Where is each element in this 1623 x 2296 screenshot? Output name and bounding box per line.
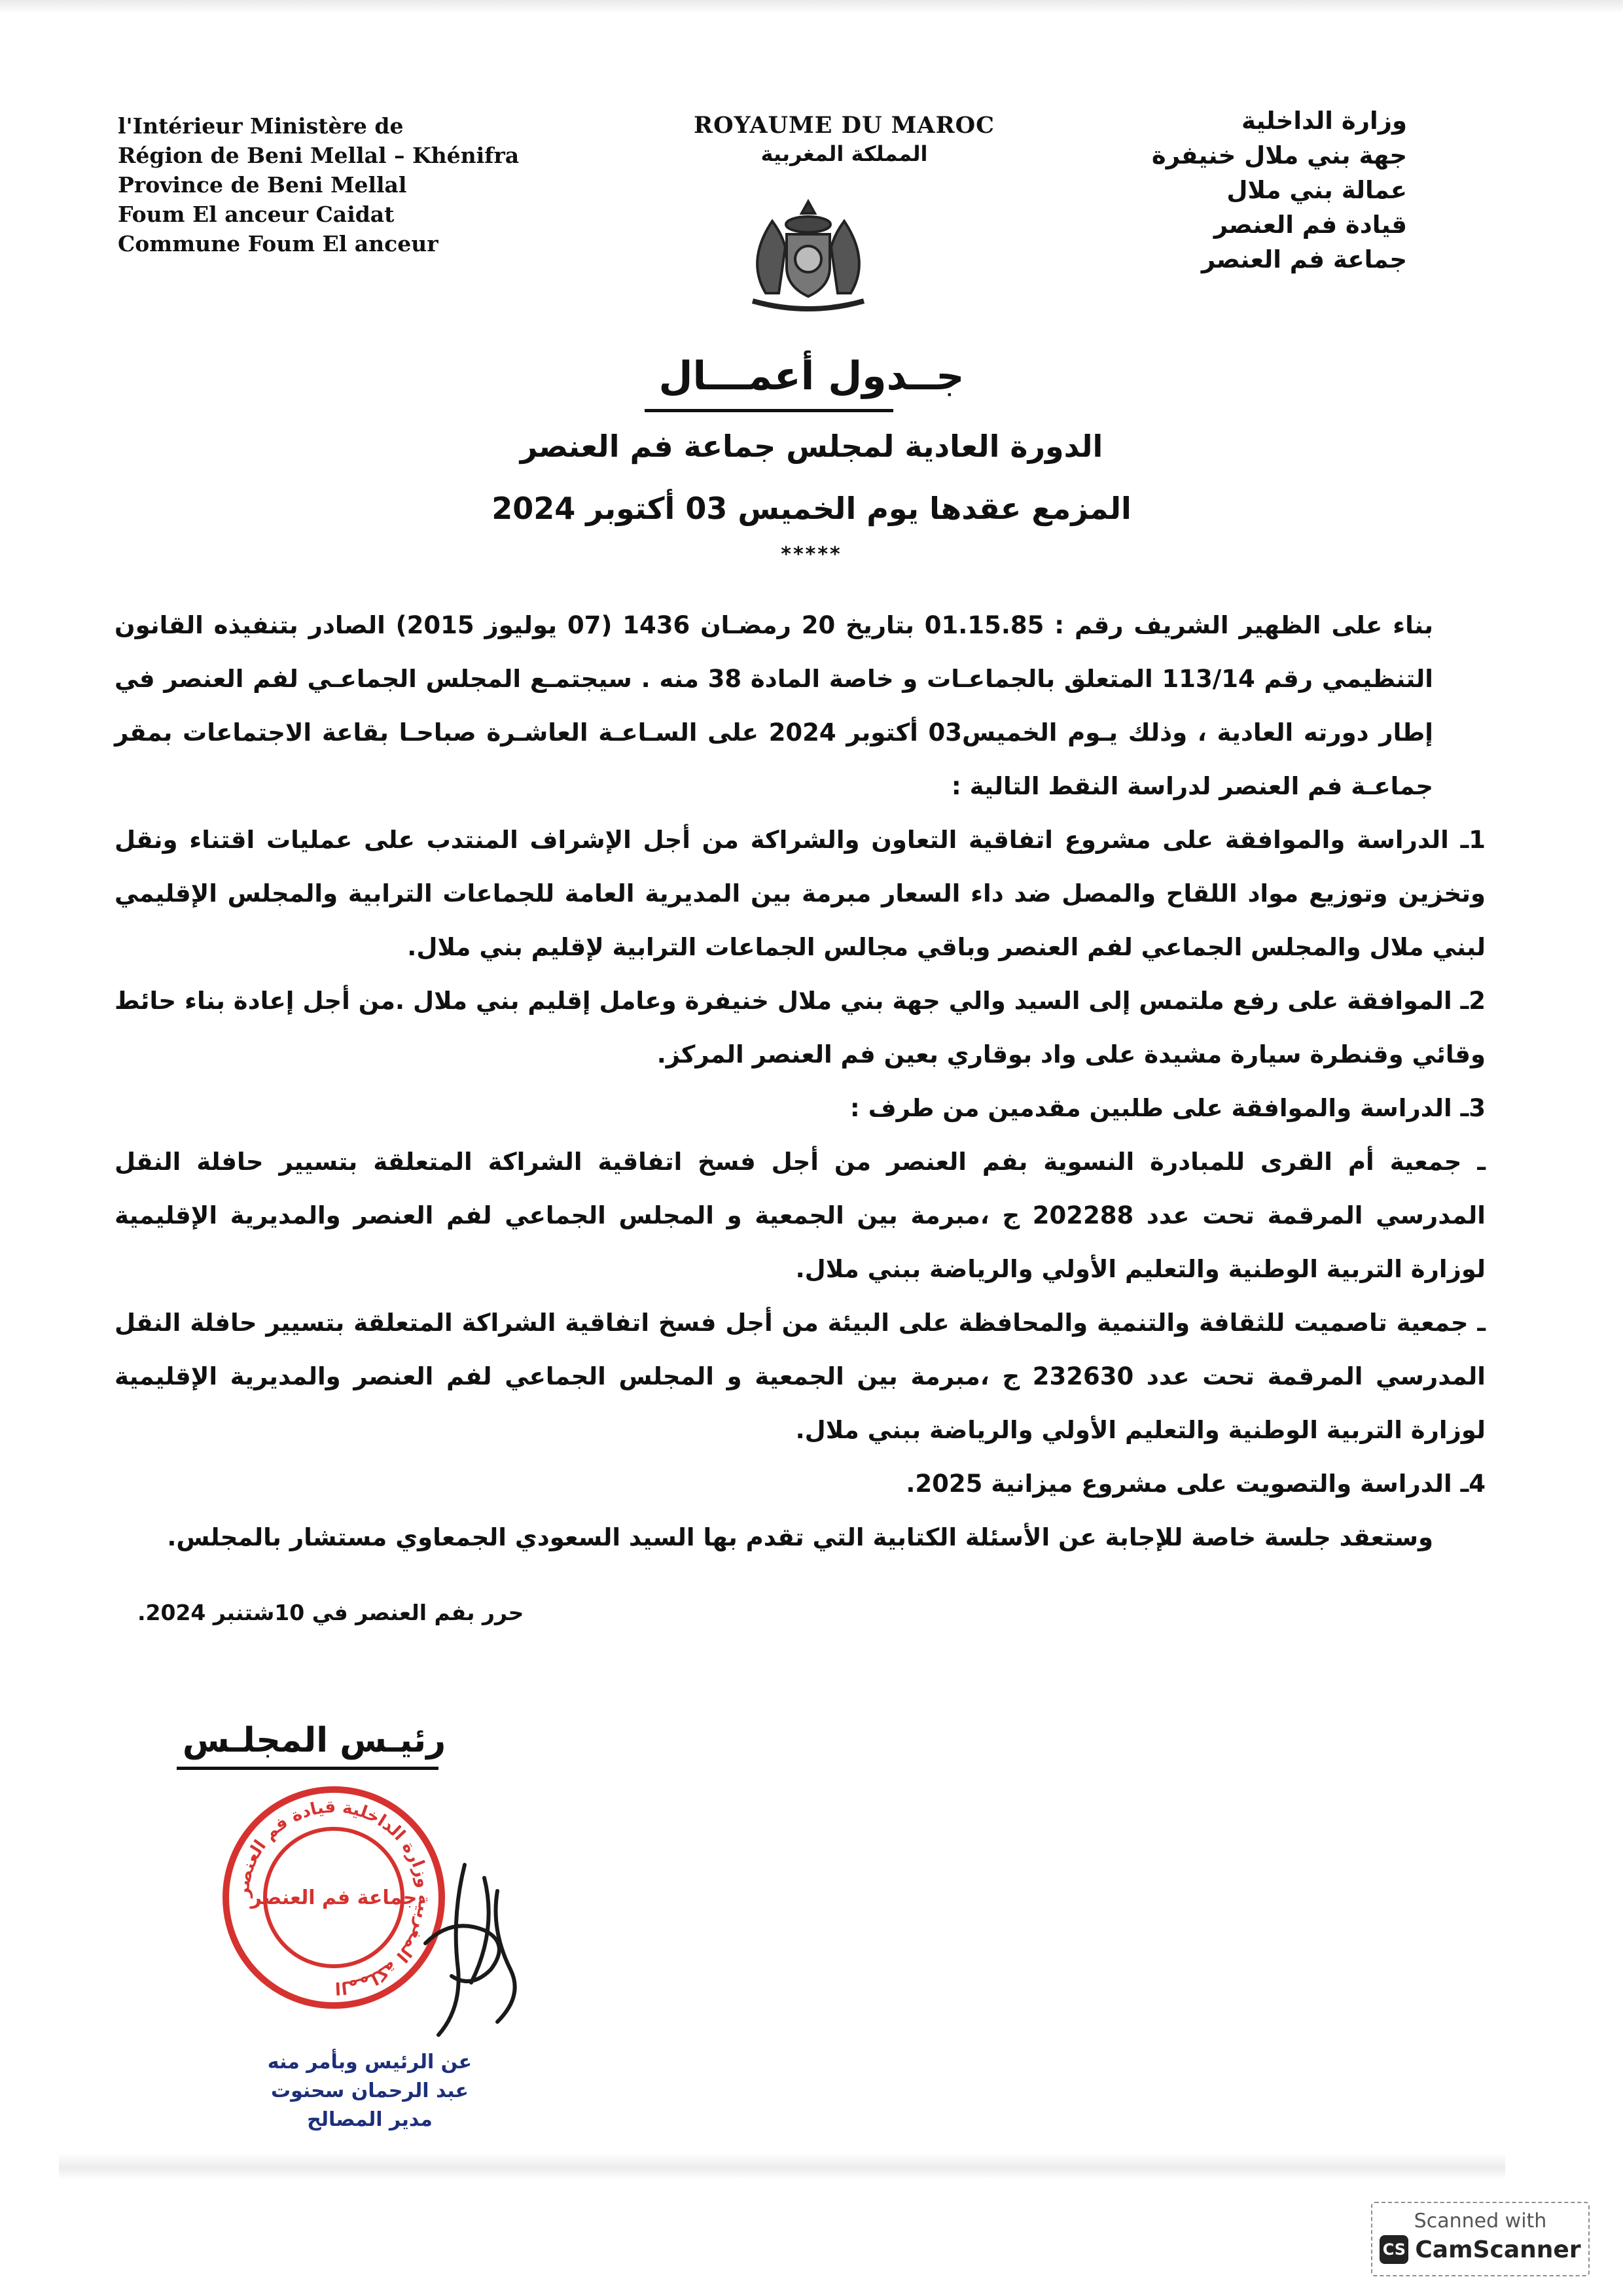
header-arabic-line: عمالة بني ملال (1226, 176, 1407, 204)
camscanner-watermark (1371, 2202, 1590, 2276)
kingdom-name-french: ROYAUME DU MAROC (694, 112, 995, 139)
camscanner-name: CamScanner (1415, 2236, 1581, 2263)
delegation-line: عن الرئيس وبأمر منه (267, 2051, 473, 2074)
stamp-center-text: جماعة فم العنصر (250, 1886, 418, 1909)
header-arabic (1001, 103, 1407, 277)
scan-edge-top (0, 0, 1623, 13)
signatory-underline (177, 1767, 438, 1770)
header-arabic-line: وزارة الداخلية (1241, 107, 1407, 135)
document-title: جــدول أعمـــال (658, 353, 965, 399)
header-french-line: Province de Beni Mellal (118, 172, 407, 198)
session-date: المزمع عقدها يوم الخميس 03 أكتوبر 2024 (491, 491, 1132, 526)
header-french (118, 111, 576, 258)
delegation-line: عبد الرحمان سحنوت (270, 2079, 469, 2102)
header-center (681, 111, 1008, 168)
document-body (115, 599, 1486, 1564)
header-arabic-line: جهة بني ملال خنيفرة (1151, 141, 1407, 169)
agenda-point-2: 2ـ الموافقة على رفع ملتمس إلى السيد والي جهة بني ملال خنيفرة وعامل إقليم بني ملال .من أجل إعادة بناء حائط وقائي وقنطرة سيارة مشيدة على واد بوقاري بعين فم العنصر المركز. (115, 987, 1486, 1069)
camscanner-brand (1372, 2235, 1588, 2264)
separator-stars: ***** (781, 543, 842, 566)
stamp-ring-text: المملكة المغربية وزارة الداخلية قيادة فم العنصر (233, 1797, 435, 1998)
kingdom-name-arabic: المملكة المغربية (760, 141, 928, 166)
header-french-line: l'Intérieur Ministère de (118, 113, 404, 139)
header-arabic-line: قيادة فم العنصر (1213, 211, 1407, 239)
header-french-line: Foum El anceur Caidat (118, 202, 395, 227)
intro-paragraph: بناء على الظهير الشريف رقم : 01.15.85 بتاريخ 20 رمضـان 1436 (07 يوليوز 2015) الصادر بتنفيذه القانون التنظيمي رقم 113/14 المتعلق بالجماعـات و خاصة المادة 38 منه . سيجتمـع المجلس الجماعـي لفم العنصر في إطار دورته العادية ، وذلك يـوم الخميس03 أكتوبر 2024 على السـاعـة العاشـرة صباحـا بقاعة الاجتماعات بمقر جماعـة فم العنصر لدراسة النقط التالية : (115, 611, 1433, 800)
agenda-point-4: 4ـ الدراسة والتصويت على مشروع ميزانية 2025. (906, 1470, 1486, 1498)
header-french-line: Commune Foum El anceur (118, 231, 438, 256)
camscanner-caption: Scanned with (1414, 2210, 1547, 2233)
agenda-subpoint-a: ـ جمعية أم القرى للمبادرة النسوية بفم العنصر من أجل فسخ اتفاقية الشراكة المتعلقة بتسيير حافلة النقل المدرسي المرقمة تحت عدد 202288 ج ،مبرمة بين الجمعية و المجلس الجماعي لفم العنصر والمديرية الإقليمية لوزارة التربية الوطنية والتعليم الأولي والرياضة ببني ملال. (115, 1148, 1486, 1283)
scan-edge-bottom (59, 2153, 1505, 2179)
closing-paragraph: وستعقد جلسة خاصة للإجابة عن الأسئلة الكتابية التي تقدم بها السيد السعودي الجمعاوي مستشار بالمجلس. (167, 1523, 1433, 1551)
header-arabic-line: جماعة فم العنصر (1201, 245, 1407, 274)
signature-icon (386, 1852, 543, 2055)
issue-date: حرر بفم العنصر في 10شتنبر 2024. (137, 1600, 524, 1625)
coat-of-arms-icon (726, 195, 890, 313)
signatory-title: رئيـس المجلـس (182, 1721, 446, 1760)
header-french-line: Région de Beni Mellal – Khénifra (118, 143, 520, 168)
camscanner-logo-icon: CS (1380, 2235, 1408, 2264)
agenda-point-1: 1ـ الدراسة والموافقة على مشروع اتفاقية التعاون والشراكة من أجل الإشراف المنتدب على عمليات اقتناء ونقل وتخزين وتوزيع مواد اللقاح والمصل ضد داء السعار مبرمة بين المديرية العامة للجماعات الترابية والمجلس الإقليمي لبني ملال والمجلس الجماعي لفم العنصر وباقي مجالس الجماعات الترابية لإقليم بني ملال. (115, 826, 1486, 961)
session-title: الدورة العادية لمجلس جماعة فم العنصر (520, 429, 1103, 464)
title-underline (645, 409, 893, 412)
delegation-stamp (216, 2048, 524, 2134)
delegation-line: مدير المصالح (307, 2108, 433, 2131)
agenda-subpoint-b: ـ جمعية تاصميت للثقافة والتنمية والمحافظة على البيئة من أجل فسخ اتفاقية الشراكة المتعلقة بتسيير حافلة النقل المدرسي المرقمة تحت عدد 232630 ج ،مبرمة بين الجمعية و المجلس الجماعي لفم العنصر والمديرية الإقليمية لوزارة التربية الوطنية والتعليم الأولي والرياضة ببني ملال. (115, 1309, 1486, 1444)
agenda-point-3: 3ـ الدراسة والموافقة على طلبين مقدمين من طرف : (849, 1094, 1486, 1122)
